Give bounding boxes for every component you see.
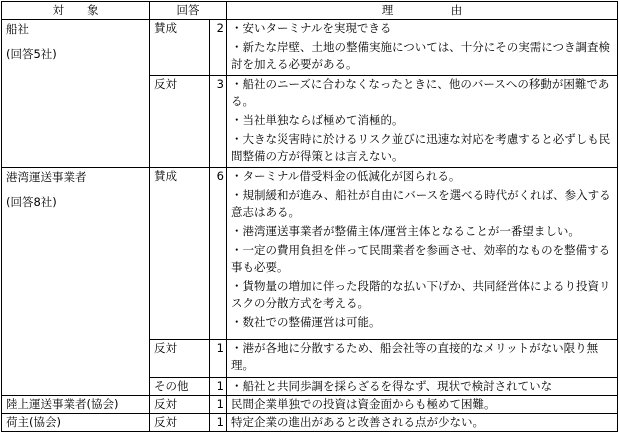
table-row <box>2 168 618 340</box>
reason-line: ・貨物量の増加に伴った段階的な払い下げか、共同経営体によるり投資リスクの分散方式を考える。 <box>231 279 611 310</box>
answer-label: 反対 <box>150 396 210 414</box>
reason-line: ・規制緩和が進み、船社が自由にバースを選べる時代がくれば、参入する意志はある。 <box>231 188 611 219</box>
header-reason: 理 由 <box>227 2 618 20</box>
reason-line: ・港湾運送事業者が整備主体/運営主体となることが一番望ましい。 <box>231 224 580 238</box>
reason-line: ・一定の費用負担を伴って民間業者を参画させ、効率的なものを整備する事も必要。 <box>231 243 611 274</box>
reason-cell <box>227 20 618 76</box>
respondent-count: (回答5社) <box>6 47 57 61</box>
answer-count: 1 <box>210 396 227 414</box>
reason-line: ・新たな岸壁、土地の整備実施については、十分にその実需につき調査検討を加える必要がある。 <box>231 40 611 71</box>
respondent-name: 港湾運送事業者 <box>6 170 87 184</box>
respondent-name: 船社 <box>6 22 29 36</box>
reason-line: ・港が各地に分散するため、船会社等の直接的なメリットがない限り無理。 <box>231 341 599 372</box>
answer-label: 反対 <box>150 76 210 168</box>
reason-cell <box>227 168 618 340</box>
reason-line: ・安いターミナルを実現できる <box>231 21 392 35</box>
answer-count: 2 <box>210 20 227 76</box>
reason-line: ・船社のニーズに合わなくなったときに、他のバースへの移動が困難である。 <box>231 77 610 108</box>
reason-cell: 民間企業単独での投資は資金面からも極めて困難。 <box>227 396 618 414</box>
answer-label: 反対 <box>150 414 210 432</box>
answer-count: 1 <box>210 414 227 432</box>
answer-label: 賛成 <box>150 20 210 76</box>
reason-cell: 特定企業の進出があると改善される点が少ない。 <box>227 414 618 432</box>
answer-count: 3 <box>210 76 227 168</box>
reason-cell <box>227 378 618 396</box>
table-row <box>2 396 618 414</box>
table-row <box>2 414 618 432</box>
header-target: 対 象 <box>2 2 150 20</box>
reason-cell <box>227 76 618 168</box>
answer-count: 1 <box>210 340 227 378</box>
survey-table <box>1 1 618 432</box>
reason-line: ・当社単独ならば極めて消極的。 <box>231 113 404 127</box>
header-answer: 回答 <box>150 2 227 20</box>
respondent-name: 荷主(協会) <box>2 414 150 432</box>
answer-count: 1 <box>210 378 227 396</box>
respondent-cell <box>2 168 150 396</box>
respondent-name: 陸上運送事業者(協会) <box>2 396 150 414</box>
answer-label: 賛成 <box>150 168 210 340</box>
answer-label: 反対 <box>150 340 210 378</box>
answer-label: その他 <box>150 378 210 396</box>
reason-line: ・数社での整備運営は可能。 <box>231 315 381 329</box>
table-row <box>2 20 618 76</box>
reason-line: ・ターミナル借受料金の低減化が図られる。 <box>231 169 461 183</box>
answer-count: 6 <box>210 168 227 340</box>
reason-cell <box>227 340 618 378</box>
reason-line: ・大きな災害時に於けるリスク並びに迅速な対応を考慮すると必ずしも民間整備の方が得策とは言えない。 <box>231 132 611 163</box>
header-row <box>2 2 618 20</box>
respondent-cell <box>2 20 150 168</box>
reason-line: ・船社と共同歩調を採らざるを得なず、現状で検討されていな <box>231 379 553 393</box>
respondent-count: (回答8社) <box>6 195 57 209</box>
